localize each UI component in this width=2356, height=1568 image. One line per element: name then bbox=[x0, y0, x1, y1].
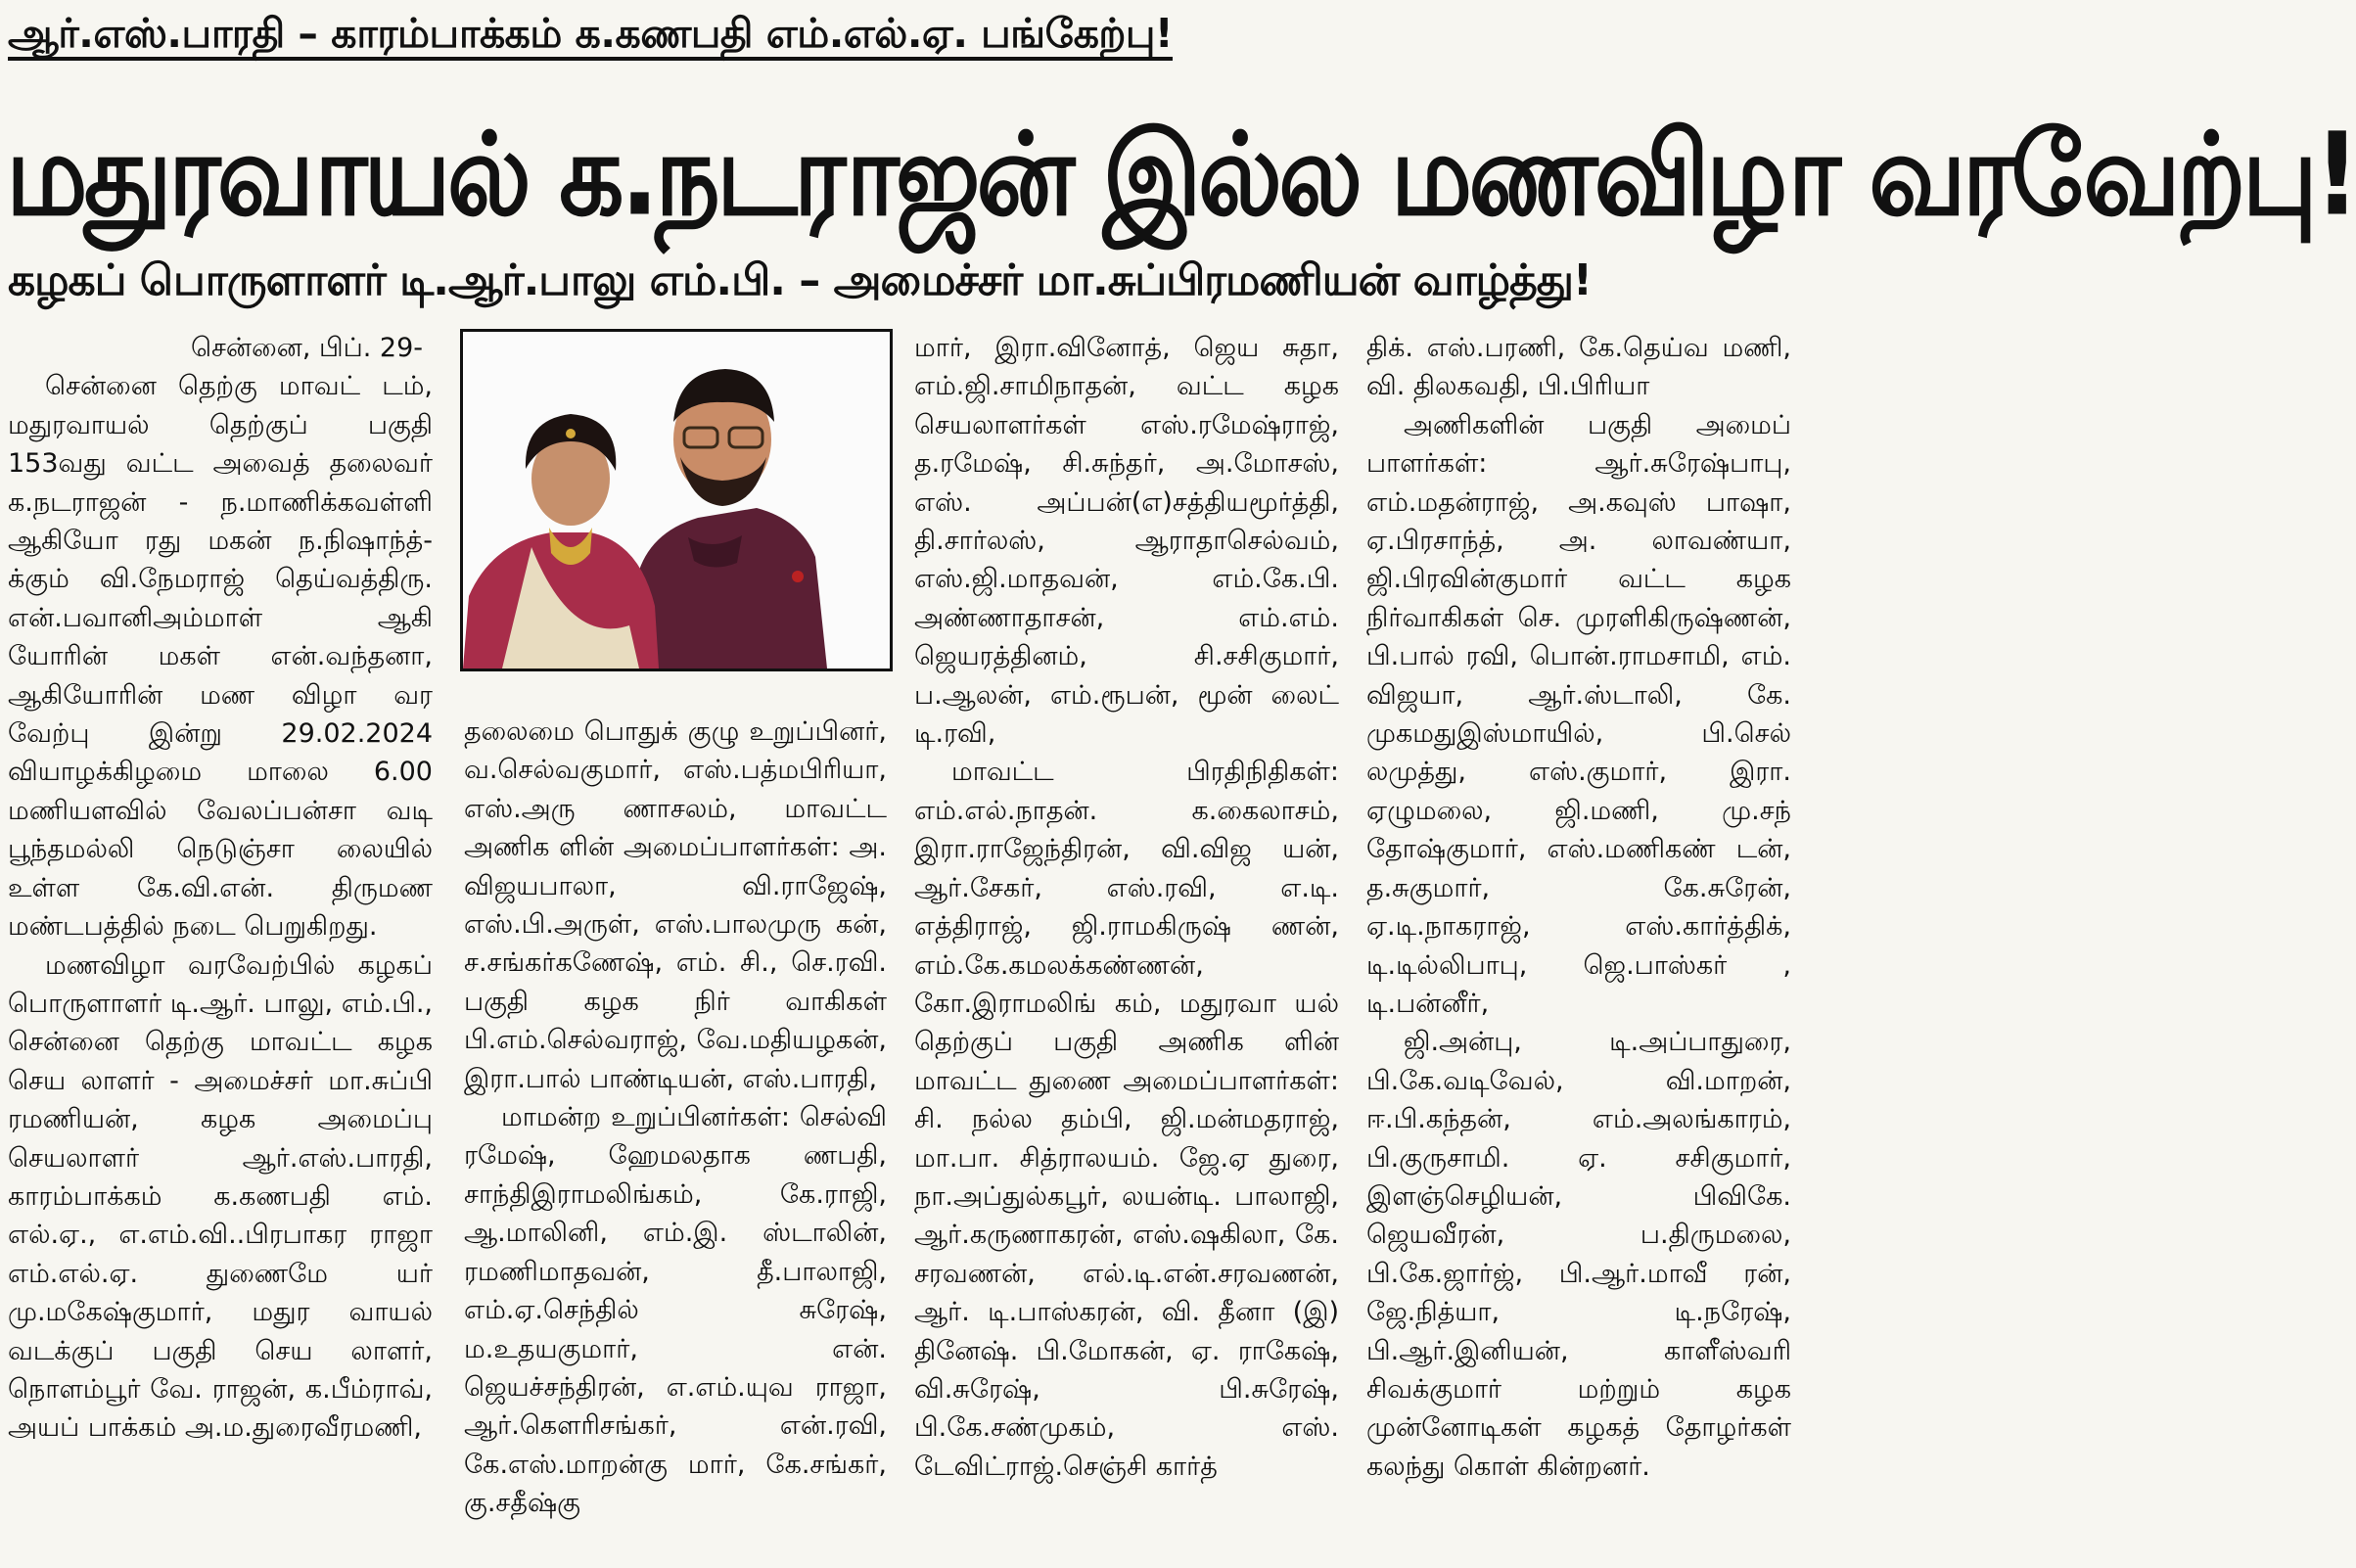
article-column-4 bbox=[1366, 329, 1791, 1564]
paragraph: ஜி.அன்பு, டி.அப்பாதுரை, பி.கே.வடிவேல், வி.மாறன், ஈ.பி.கந்தன், எம்.அலங்காரம், பி.குருசாமி. ஏ. சசிகுமார், இளஞ்செழியன், பிவிகே. ஜெயவீரன், ப.திருமலை, பி.கே.ஜார்ஜ், பி.ஆர்.மாவீ ரன், ஜே.நித்யா, டி.நரேஷ், பி.ஆர்.இனியன், காளீஸ்வரி சிவக்குமார் மற்றும் கழக முன்னோடிகள் கழகத் தோழர்கள் கலந்து கொள் கின்றனர். bbox=[1366, 1027, 1791, 1482]
dateline: சென்னை, பிப். 29- bbox=[190, 333, 423, 363]
paragraph: அணிகளின் பகுதி அமைப் பாளர்கள்: ஆர்.சுரேஷ்பாபு, எம்.மதன்ராஜ், அ.கவுஸ் பாஷா, ஏ.பிரசாந்த், அ. லாவண்யா, ஜி.பிரவின்குமார் வட்ட கழக நிர்வாகிகள் செ. முரளிகிருஷ்ணன், பி.பால் ரவி, பொன்.ராமசாமி, எம். விஜயா, ஆர்.ஸ்டாலி, கே. முகமதுஇஸ்மாயில், பி.செல் லமுத்து, எஸ்.குமார், இரா. ஏழுமலை, ஜி.மணி, மு.சந் தோஷ்குமார், எஸ்.மணிகண் டன், த.சுகுமார், கே.சுரேன், ஏ.டி.நாகராஜ், எஸ்.கார்த்திக், டி.டில்லிபாபு, ஜெ.பாஸ்கர் , டி.பன்னீர், bbox=[1366, 409, 1791, 1019]
paragraph: மணவிழா வரவேற்பில் கழகப் பொருளாளர் டி.ஆர். பாலு, எம்.பி., சென்னை தெற்கு மாவட்ட கழக செய லாளர் - அமைச்சர் மா.சுப்பி ரமணியன், கழக அமைப்பு செயலாளர் ஆர்.எஸ்.பாரதி, காரம்பாக்கம் க.கணபதி எம். எல்.ஏ., எ.எம்.வி..பிரபாகர ராஜா எம்.எல்.ஏ. துணைமே யர் மு.மகேஷ்குமார், மதுர வாயல் வடக்குப் பகுதி செய லாளர், நொளம்பூர் வே. ராஜன், க.பீம்ராவ், அயப் பாக்கம் அ.ம.துரைவீரமணி, bbox=[8, 949, 433, 1444]
paragraph: சென்னை தெற்கு மாவட் டம், மதுரவாயல் தெற்குப் பகுதி 153வது வட்ட அவைத் தலைவர் க.நடராஜன் - ந.மாணிக்கவள்ளி ஆகியோ ரது மகன் ந.நிஷாந்த்-க்கும் வி.நேமராஜ் தெய்வத்திரு. என்.பவானிஅம்மாள் ஆகி யோரின் மகள் என்.வந்தனா, ஆகியோரின் மண விழா வர வேற்பு இன்று 29.02.2024 வியாழக்கிழமை மாலை 6.00 மணியளவில் வேலப்பன்சா வடி பூந்தமல்லி நெடுஞ்சா லையில் உள்ள கே.வி.என். திருமண மண்டபத்தில் நடை பெறுகிறது. bbox=[8, 371, 433, 943]
sub-headline: கழகப் பொருளாளர் டி.ஆர்.பாலு எம்.பி. – அமைச்சர் மா.சுப்பிரமணியன் வாழ்த்து! bbox=[8, 255, 1592, 305]
article-column-2 bbox=[464, 713, 887, 1564]
paragraph: மாமன்ற உறுப்பினர்கள்: செல்வி ரமேஷ், ஹேமலதாக ணபதி, சாந்திஇராமலிங்கம், கே.ராஜி, ஆ.மாலினி, எம்.இ. ஸ்டாலின், ரமணிமாதவன், தீ.பாலாஜி, எம்.ஏ.செந்தில் சுரேஷ், ம.உதயகுமார், என். ஜெயச்சந்திரன், எ.எம்.யுவ ராஜா, ஆர்.கௌரிசங்கர், என்.ரவி, கே.எஸ்.மாறன்கு மார், கே.சங்கர், கு.சதீஷ்கு bbox=[464, 1102, 887, 1519]
paragraph: மார், இரா.வினோத், ஜெய சுதா, எம்.ஜி.சாமிநாதன், வட்ட கழக செயலாளர்கள் எஸ்.ரமேஷ்ராஜ், த.ரமேஷ், சி.சுந்தர், அ.மோசஸ், எஸ். அப்பன்(எ)சத்தியமூர்த்தி, தி.சார்லஸ், ஆராதாசெல்வம், எஸ்.ஜி.மாதவன், எம்.கே.பி. அண்ணாதாசன், எம்.எம். ஜெயரத்தினம், சி.சசிகுமார், ப.ஆலன், எம்.ரூபன், மூன் லைட் டி.ரவி, bbox=[914, 333, 1339, 750]
paragraph: மாவட்ட பிரதிநிதிகள்: எம்.எல்.நாதன். க.கைலாசம், இரா.ராஜேந்திரன், வி.விஜ யன், ஆர்.சேகர், எஸ்.ரவி, எ.டி. எத்திராஜ், ஜி.ராமகிருஷ் ணன், எம்.கே.கமலக்கண்ணன், கோ.இராமலிங் கம், மதுரவா யல் தெற்குப் பகுதி அணிக ளின் மாவட்ட துணை அமைப்பாளர்கள்: சி. நல்ல தம்பி, ஜி.மன்மதராஜ், மா.பா. சித்ராலயம். ஜே.ஏ துரை, நா.அப்துல்கபூர், லயன்டி. பாலாஜி, ஆர்.கருணாகரன், எஸ்.ஷகிலா, கே. சரவணன், எல்.டி.என்.சரவணன், ஆர். டி.பாஸ்கரன், வி. தீனா (இ) தினேஷ். பி.மோகன், ஏ. ராகேஷ், வி.சுரேஷ், பி.சுரேஷ், பி.கே.சண்முகம், எஸ். டேவிட்ராஜ்.செஞ்சி கார்த் bbox=[914, 757, 1339, 1482]
main-headline: மதுரவாயல் க.நடராஜன் இல்ல மணவிழா வரவேற்பு! bbox=[6, 107, 2356, 242]
wedding-couple-photo bbox=[460, 329, 893, 671]
paragraph: திக். எஸ்.பரணி, கே.தெய்வ மணி, வி. திலகவதி, பி.பிரியா bbox=[1366, 333, 1791, 402]
article-column-1 bbox=[8, 329, 433, 1564]
article-column-3 bbox=[914, 329, 1339, 1564]
paragraph: தலைமை பொதுக் குழு உறுப்பினர், வ.செல்வகுமார், எஸ்.பத்மபிரியா, எஸ்.அரு ணாசலம், மாவட்ட அணிக ளின் அமைப்பாளர்கள்: அ. விஜயபாலா, வி.ராஜேஷ், எஸ்.பி.அருள், எஸ்.பாலமுரு கன், ச.சங்கர்கணேஷ், எம். சி., செ.ரவி. பகுதி கழக நிர் வாகிகள் பி.எம்.செல்வராஜ், வே.மதியழகன், இரா.பால் பாண்டியன், எஸ்.பாரதி, bbox=[464, 716, 887, 1094]
photo-illustration bbox=[463, 332, 890, 669]
kicker-headline: ஆர்.எஸ்.பாரதி – காரம்பாக்கம் க.கணபதி எம்.எல்.ஏ. பங்கேற்பு! bbox=[8, 4, 1791, 63]
